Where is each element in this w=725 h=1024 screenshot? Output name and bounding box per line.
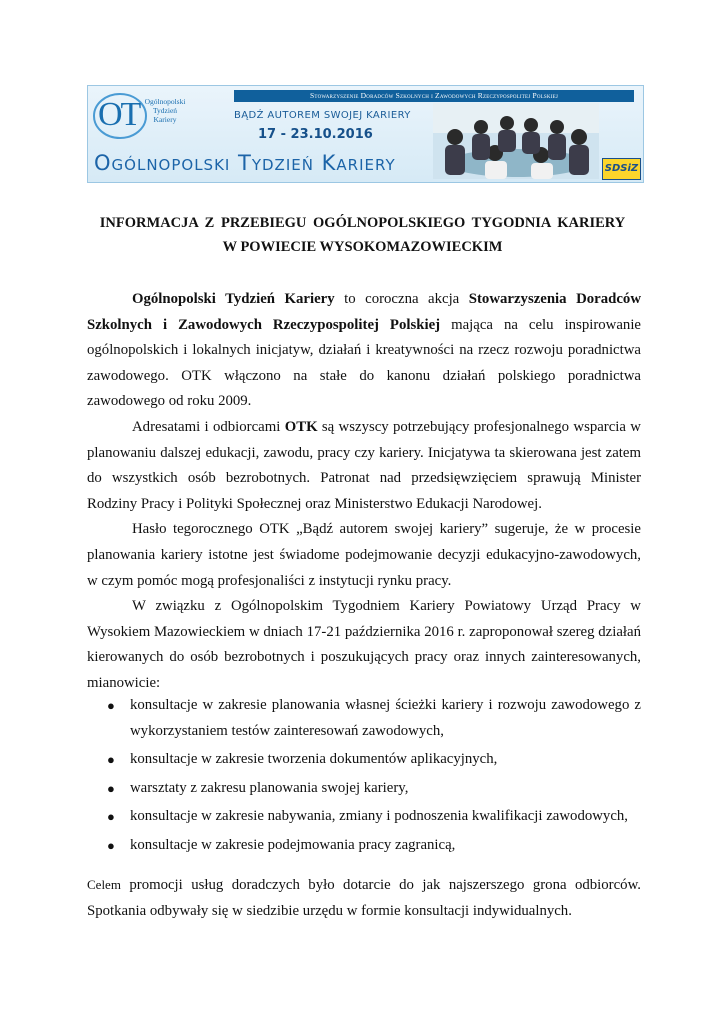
banner-title: Ogólnopolski Tydzień Kariery (94, 151, 396, 175)
association-strip: Stowarzyszenie Doradców Szkolnych i Zawodowych Rzeczypospolitej Polskiej (234, 90, 634, 102)
group-photo-image (433, 103, 599, 179)
paragraph-closing: Celem promocji usług doradczych było dotarcie do jak najszerszego grona odbiorców. Spotkania odbywały się w siedzibie urzędu w formie konsultacji indywidualnych. (87, 877, 641, 919)
list-item: ● konsultacje w zakresie planowania własnej ścieżki kariery i rozwoju zawodowego z wykorzystaniem testów zainteresowań zawodowych, (87, 693, 641, 744)
paragraph-actions: W związku z Ogólnopolskim Tygodniem Kariery Powiatowy Urząd Pracy w Wysokiem Mazowieckiem w dniach 17-21 października 2016 r. zaproponował szereg działań kierowanych do osób bezrobotnych i poszukujących pracy oraz innych zainteresowanych, mianowicie: (87, 598, 641, 691)
otk-logo (92, 89, 194, 145)
list-item: ● warsztaty z zakresu planowania swojej kariery, (87, 776, 641, 802)
bullet-icon: ● (107, 752, 115, 768)
paragraph-audience: Adresatami i odbiorcami OTK są wszyscy potrzebujący profesjonalnego wsparcia w planowaniu dalszej edukacji, zawodu, pracy czy kariery. Inicjatywa ta skierowana jest zatem do wszystkich osób bezrobotnych. Patronat nad przedsięwzięciem sprawują Minister Rodziny Pracy i Polityki Społecznej oraz Ministerstwo Edukacji Narodowej. (87, 418, 641, 512)
document-title-line-1: INFORMACJA Z PRZEBIEGU OGÓLNOPOLSKIEGO TYGODNIA KARIERY (99, 215, 626, 231)
list-item: ● konsultacje w zakresie podejmowania pracy zagranicą, (87, 833, 641, 859)
event-dates: 17 - 23.10.2016 (258, 127, 373, 142)
bullet-icon: ● (107, 698, 115, 713)
paragraph-intro: Ogólnopolski Tydzień Kariery to coroczna akcja Stowarzyszenia Doradców Szkolnych i Zawodowych Rzeczypospolitej Polskiej mająca na celu inspirowanie ogólnopolskich i lokalnych inicjatyw, działań i kreatywności na rzecz rozwoju poradnictwa zawodowego. OTK włączono na stałe do kanonu działań polskiego poradnictwa zawodowego od roku 2009. (87, 291, 642, 410)
paragraph-slogan: Hasło tegorocznego OTK „Bądź autorem swojej kariery” sugeruje, że w procesie planowania kariery istotne jest świadome podejmowanie decyzji edukacyjno-zawodowych, w czym pomóc mogą profesjonaliści z instytucji rynku pracy. (87, 521, 641, 589)
sdsiz-logo: SDSiZ (602, 158, 641, 180)
logo-caption: Ogólnopolski Tydzień Kariery (144, 97, 186, 124)
list-item: ● konsultacje w zakresie tworzenia dokumentów aplikacyjnych, (87, 747, 641, 773)
bullet-icon: ● (107, 780, 115, 796)
bullet-icon: ● (107, 809, 115, 825)
actions-list (87, 693, 641, 862)
logo-letters: OT (98, 96, 140, 133)
bullet-icon: ● (107, 837, 115, 853)
body-text (87, 287, 641, 697)
list-item: ● konsultacje w zakresie nabywania, zmiany i podnoszenia kwalifikacji zawodowych, (87, 804, 641, 830)
banner (87, 85, 644, 183)
document-title-line-2: W POWIECIE WYSOKOMAZOWIECKIM (222, 239, 503, 255)
slogan: BĄDŹ AUTOREM SWOJEJ KARIERY (234, 110, 411, 121)
